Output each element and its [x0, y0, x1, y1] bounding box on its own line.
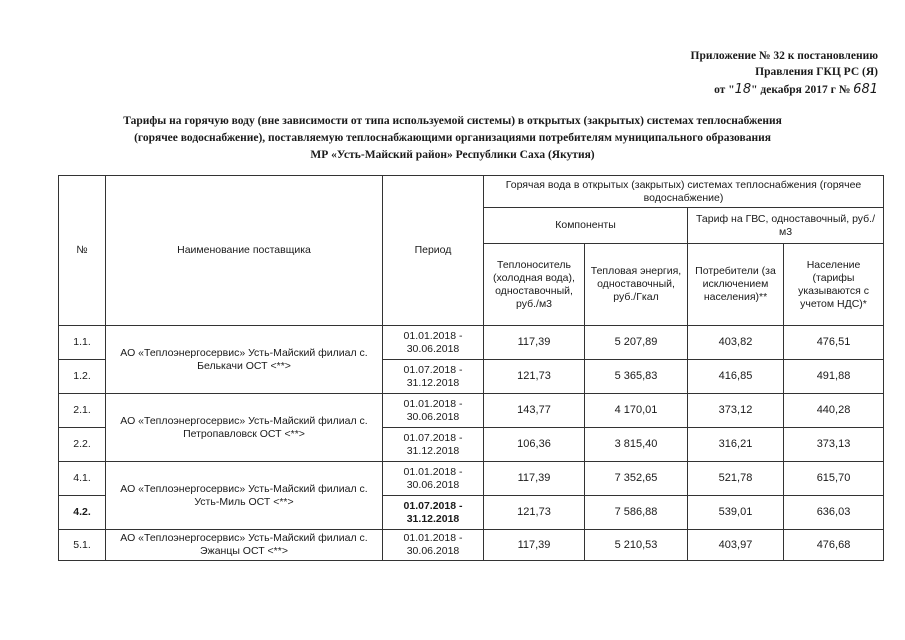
population-value: 636,03: [784, 496, 884, 530]
header-supplier: Наименование поставщика: [106, 176, 383, 326]
thermal-value: 5 365,83: [585, 360, 688, 394]
carrier-value: 121,73: [484, 496, 585, 530]
title-line-2: (горячее водоснабжение), поставляемую теплоснабжающими организациями потребителям муниципального образования: [134, 132, 771, 144]
table-row: [59, 462, 884, 496]
decree-number: 681: [853, 82, 878, 97]
header-no: №: [59, 176, 106, 326]
carrier-value: 106,36: [484, 428, 585, 462]
thermal-value: 3 815,40: [585, 428, 688, 462]
header-consumers: Потребители (за исключением населения)**: [688, 244, 784, 326]
supplier-name: АО «Теплоэнергосервис» Усть-Майский филиал с. Белькачи ОСТ <**>: [106, 326, 383, 394]
consumers-value: 403,82: [688, 326, 784, 360]
row-period: 01.01.2018 - 30.06.2018: [383, 530, 484, 561]
consumers-value: 521,78: [688, 462, 784, 496]
row-number: 1.2.: [59, 360, 106, 394]
carrier-value: 117,39: [484, 326, 585, 360]
tariff-table: [58, 175, 884, 561]
supplier-name: АО «Теплоэнергосервис» Усть-Майский филиал с. Петропавловск ОСТ <**>: [106, 394, 383, 462]
consumers-value: 416,85: [688, 360, 784, 394]
carrier-value: 143,77: [484, 394, 585, 428]
carrier-value: 121,73: [484, 360, 585, 394]
decree-day: 18: [734, 82, 752, 97]
title-line-1: Тарифы на горячую воду (вне зависимости от типа используемой системы) в открытых (закрытых) системах теплоснабжения: [123, 115, 782, 127]
population-value: 615,70: [784, 462, 884, 496]
carrier-value: 117,39: [484, 462, 585, 496]
row-number: 4.2.: [59, 496, 106, 530]
table-row: [59, 326, 884, 360]
row-period: 01.07.2018 - 31.12.2018: [383, 496, 484, 530]
decree-date-mid: " декабря 2017 г №: [751, 84, 854, 96]
supplier-name: АО «Теплоэнергосервис» Усть-Майский филиал с. Эжанцы ОСТ <**>: [106, 530, 383, 561]
supplier-name: АО «Теплоэнергосервис» Усть-Майский филиал с. Усть-Миль ОСТ <**>: [106, 462, 383, 530]
thermal-value: 7 586,88: [585, 496, 688, 530]
row-period: 01.01.2018 - 30.06.2018: [383, 462, 484, 496]
row-number: 2.2.: [59, 428, 106, 462]
row-number: 4.1.: [59, 462, 106, 496]
board-line: Правления ГКЦ РС (Я): [755, 66, 878, 78]
header-tariff: Тариф на ГВС, одноставочный, руб./м3: [688, 208, 884, 244]
thermal-value: 5 207,89: [585, 326, 688, 360]
row-period: 01.07.2018 - 31.12.2018: [383, 428, 484, 462]
consumers-value: 373,12: [688, 394, 784, 428]
header-period: Период: [383, 176, 484, 326]
header-components: Компоненты: [484, 208, 688, 244]
carrier-value: 117,39: [484, 530, 585, 561]
thermal-value: 7 352,65: [585, 462, 688, 496]
header-carrier: Теплоноситель (холодная вода), одноставочный, руб./м3: [484, 244, 585, 326]
row-period: 01.01.2018 - 30.06.2018: [383, 326, 484, 360]
row-number: 2.1.: [59, 394, 106, 428]
appendix-line: Приложение № 32 к постановлению: [690, 50, 878, 62]
decree-date-prefix: от ": [714, 84, 735, 96]
consumers-value: 539,01: [688, 496, 784, 530]
title-line-3: МР «Усть-Майский район» Республики Саха (Якутия): [310, 149, 595, 161]
thermal-value: 4 170,01: [585, 394, 688, 428]
population-value: 476,51: [784, 326, 884, 360]
table-row: [59, 530, 884, 561]
document-title: [40, 113, 865, 164]
consumers-value: 403,97: [688, 530, 784, 561]
thermal-value: 5 210,53: [585, 530, 688, 561]
header-thermal: Тепловая энергия, одноставочный, руб./Гкал: [585, 244, 688, 326]
row-number: 1.1.: [59, 326, 106, 360]
population-value: 491,88: [784, 360, 884, 394]
header-group: Горячая вода в открытых (закрытых) системах теплоснабжения (горячее водоснабжение): [484, 176, 884, 208]
population-value: 476,68: [784, 530, 884, 561]
header-population: Население (тарифы указываются с учетом НДС)*: [784, 244, 884, 326]
table-row: [59, 394, 884, 428]
population-value: 440,28: [784, 394, 884, 428]
row-period: 01.01.2018 - 30.06.2018: [383, 394, 484, 428]
population-value: 373,13: [784, 428, 884, 462]
row-number: 5.1.: [59, 530, 106, 561]
row-period: 01.07.2018 - 31.12.2018: [383, 360, 484, 394]
consumers-value: 316,21: [688, 428, 784, 462]
decree-date-line: [714, 82, 878, 98]
